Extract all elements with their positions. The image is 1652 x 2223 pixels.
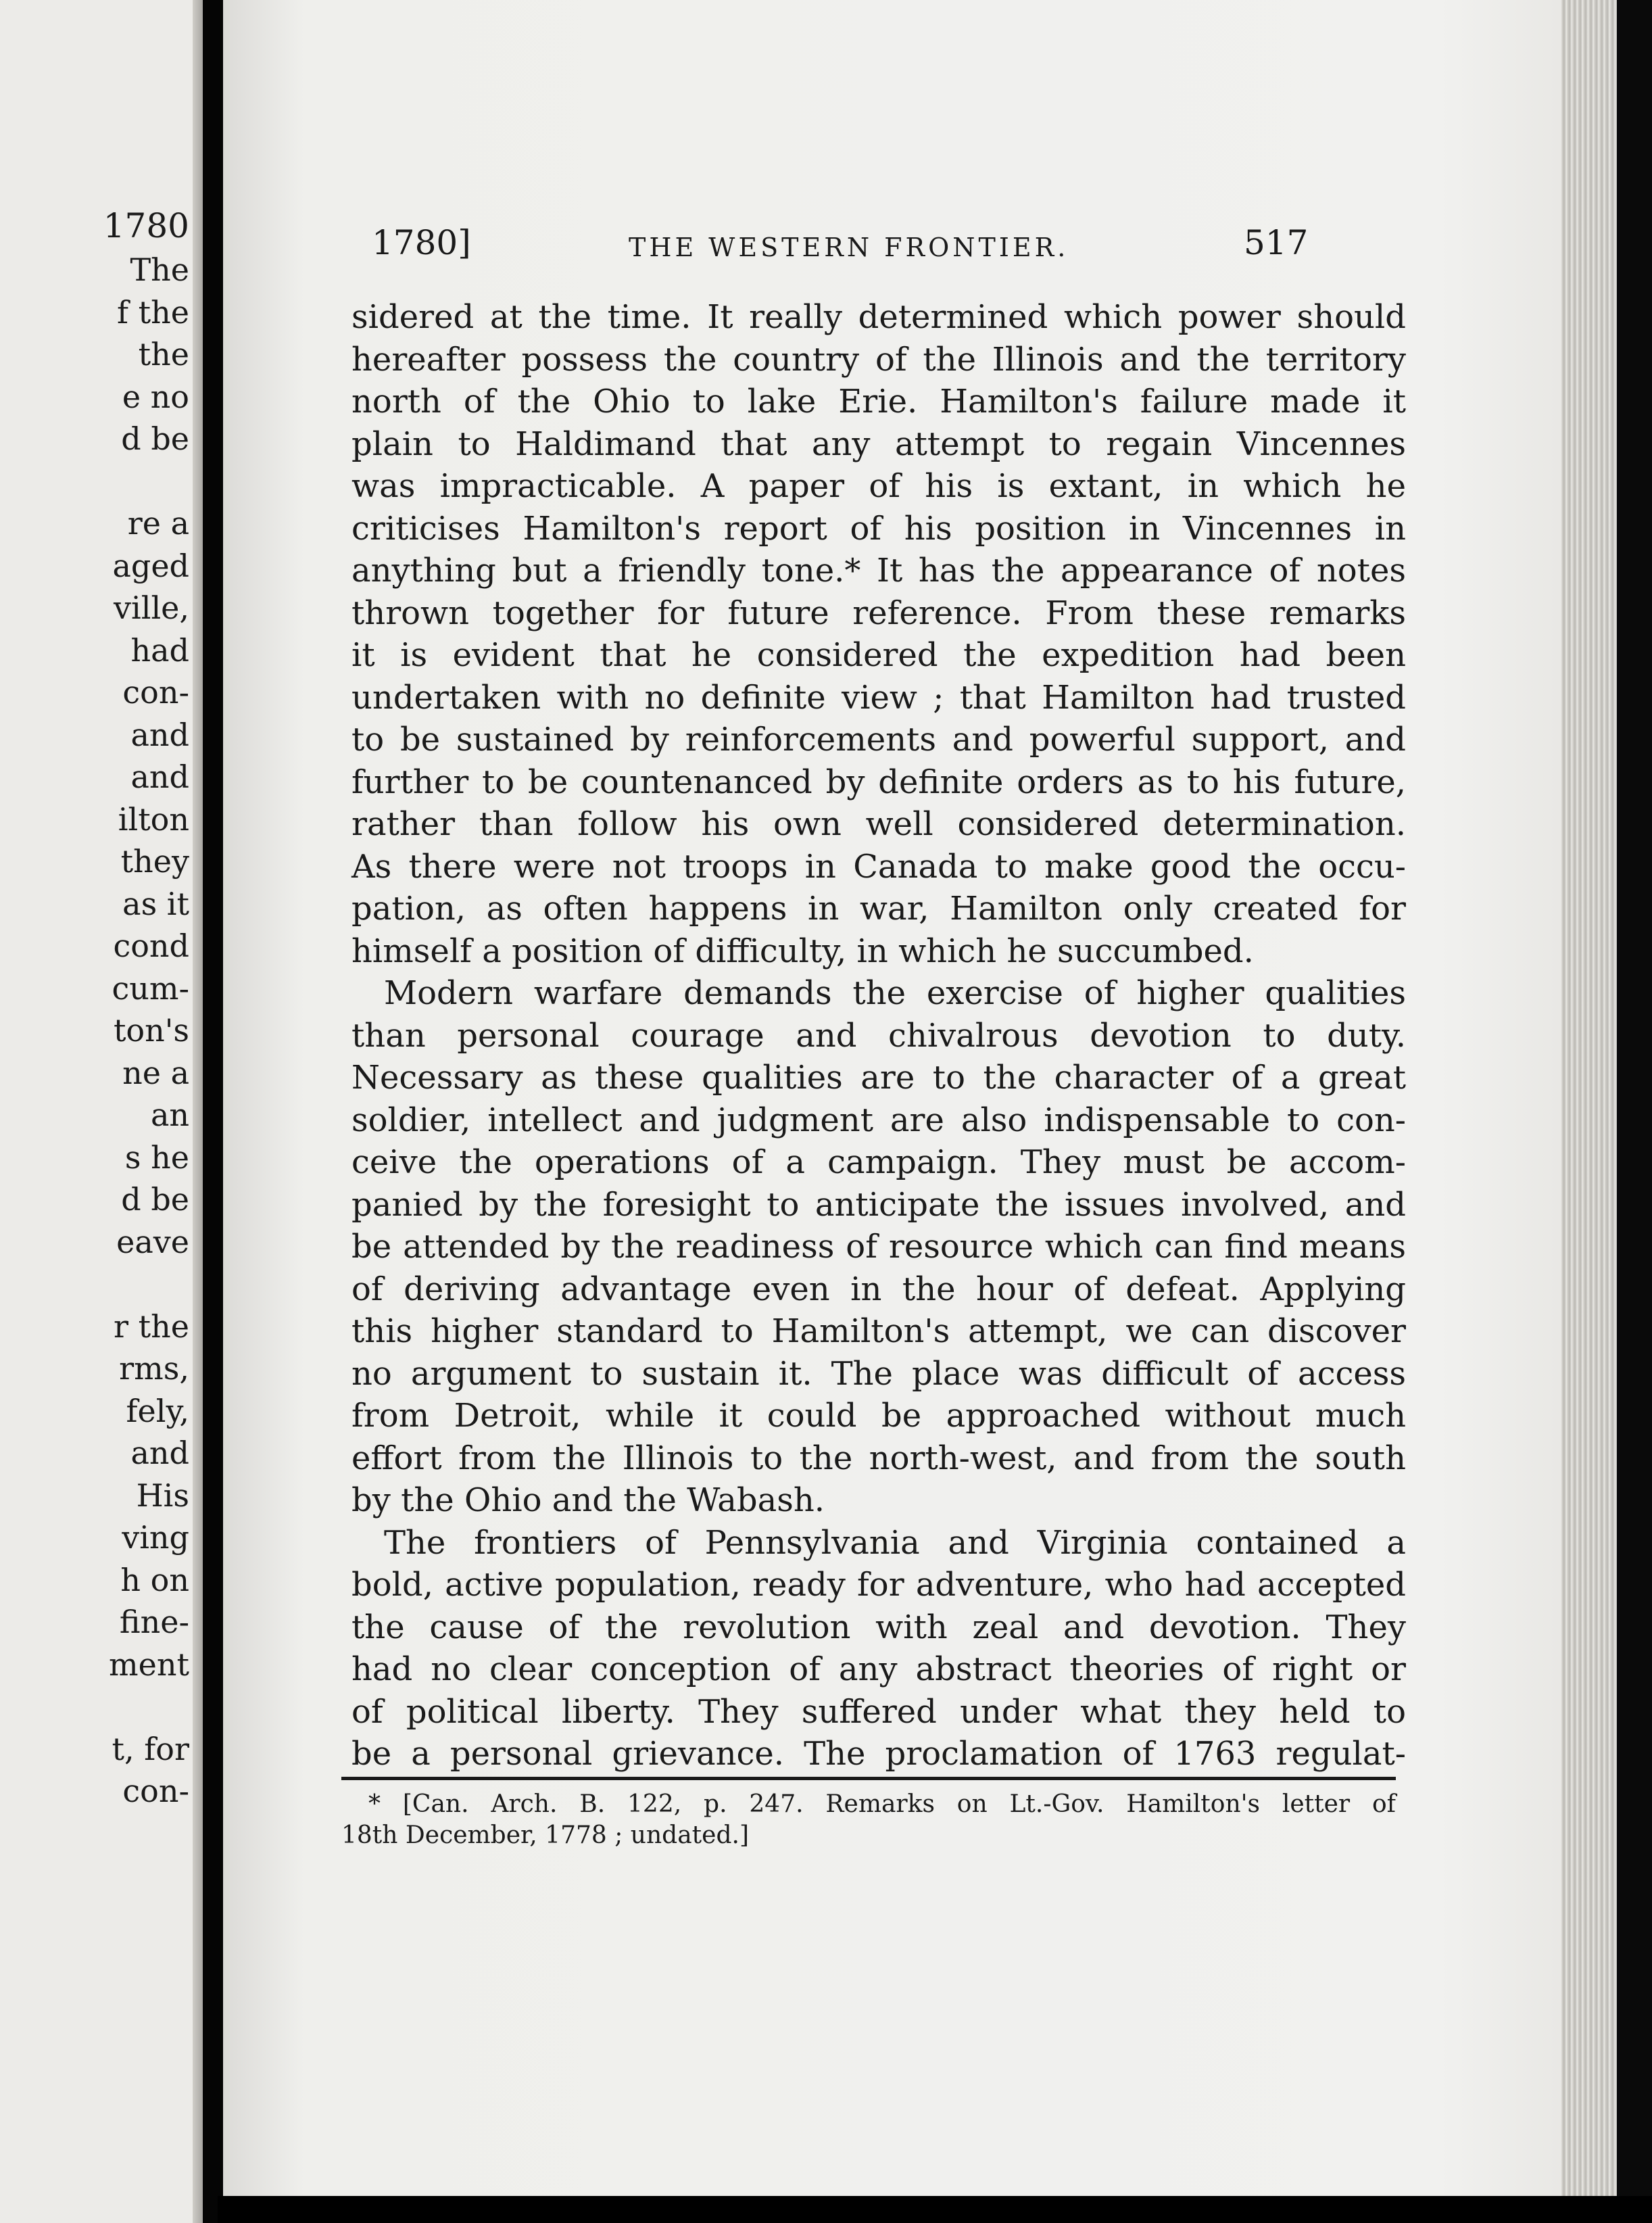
header-year: 1780] [372,223,471,262]
text-line: undertaken with no definite view ; that Hamilton had trusted [351,678,1406,717]
facing-page-line: f the [117,293,189,331]
text-line: had no clear conception of any abstract theories of right or [351,1650,1406,1688]
facing-page-line: 1780 [103,206,189,245]
text-line: north of the Ohio to lake Erie. Hamilton's failure made it [351,383,1406,421]
scan-border-right [1617,0,1652,2223]
text-line: hereafter possess the country of the Illinois and the territory [351,340,1406,379]
paragraph-start-line: The frontiers of Pennsylvania and Virginia contained a [384,1523,1406,1562]
facing-page-line: an [150,1097,189,1133]
text-line: sidered at the time. It really determined which power should [351,298,1406,336]
facing-page-line: eave [116,1223,189,1260]
text-line: be attended by the readiness of resource which can find means [351,1228,1406,1266]
book-page [223,0,1629,2223]
footnote-rule [341,1777,1396,1780]
facing-page-line: ville, [114,590,189,626]
facing-page-line: had [130,631,189,669]
running-header [223,223,1629,277]
facing-page-line: rms, [119,1350,189,1387]
facing-page-line: ment [109,1646,189,1683]
text-line: by the Ohio and the Wabash. [351,1481,825,1519]
footnote [341,1789,1396,1851]
facing-page-line: ton's [113,1012,189,1049]
scan-border-bottom [218,2196,1652,2223]
text-line: criticises Hamilton's report of his position in Vincennes in [351,509,1406,548]
facing-page-line: e no [122,378,189,415]
facing-page-line: fely, [126,1392,189,1429]
page-number: 517 [1244,223,1309,262]
text-line: further to be countenanced by definite orders as to his future, [351,763,1406,801]
facing-page-line: h on [120,1561,189,1598]
facing-page-line: His [136,1477,189,1514]
text-line: the cause of the revolution with zeal and devotion. They [351,1608,1406,1646]
facing-page-line: and [130,716,189,753]
facing-page-line: as it [122,885,189,922]
text-line: from Detroit, while it could be approached without much [351,1397,1406,1435]
body-text [351,296,1406,1775]
facing-page-line: the [138,336,189,373]
text-line: this higher standard to Hamilton's attempt, we can discover [351,1312,1406,1350]
text-line: thrown together for future reference. From these remarks [351,594,1406,632]
facing-page-line: ne a [122,1054,189,1091]
text-line: plain to Haldimand that any attempt to regain Vincennes [351,425,1406,463]
text-line: to be sustained by reinforcements and powerful support, and [351,721,1406,759]
facing-page-line: re a [127,505,189,542]
facing-page-line: r the [114,1308,189,1345]
text-line: soldier, intellect and judgment are also indispensable to con- [351,1101,1406,1139]
facing-page-line: fine- [119,1604,189,1640]
facing-page-line: and [130,759,189,795]
facing-page-line: con- [122,1773,189,1809]
facing-page-left [0,0,218,2223]
footnote-line: 18th December, 1778 ; undated.] [341,1821,749,1849]
facing-page-line: cond [113,928,189,964]
text-line: anything but a friendly tone.* It has the appearance of notes [351,552,1406,590]
text-line: it is evident that he considered the expedition had been [351,636,1406,674]
text-line: As there were not troops in Canada to make good the occu- [351,847,1406,886]
facing-page-line: d be [121,1181,189,1218]
text-line: himself a position of difficulty, in which he succumbed. [351,932,1254,970]
header-title: THE WESTERN FRONTIER. [629,233,1069,262]
text-line: Necessary as these qualities are to the character of a great [351,1059,1406,1097]
text-line: than personal courage and chivalrous devotion to duty. [351,1016,1406,1055]
text-line: pation, as often happens in war, Hamilton only created for [351,890,1406,928]
footnote-line: * [Can. Arch. B. 122, p. 247. Remarks on Lt.-Gov. Hamilton's letter of [368,1790,1396,1818]
facing-page-line: con- [122,674,189,711]
facing-page-line: s he [124,1139,189,1176]
facing-page-line: they [120,843,189,880]
facing-page-line: aged [112,547,189,584]
facing-page-line: ving [122,1519,189,1556]
text-line: be a personal grievance. The proclamation of 1763 regulat- [351,1735,1406,1773]
text-line: no argument to sustain it. The place was difficult of access [351,1354,1406,1393]
facing-page-line: d be [121,421,189,457]
text-line: rather than follow his own well considered determination. [351,805,1406,843]
text-line: panied by the foresight to anticipate the issues involved, and [351,1185,1406,1224]
facing-page-line: The [130,252,189,288]
facing-page-line: t, for [112,1730,189,1767]
text-line: was impracticable. A paper of his is extant, in which he [351,467,1406,505]
facing-page-line: and [130,1435,189,1471]
text-line: effort from the Illinois to the north-west, and from the south [351,1439,1406,1477]
text-line: of political liberty. They suffered under what they held to [351,1692,1406,1731]
text-line: ceive the operations of a campaign. They must be accom- [351,1143,1406,1181]
facing-page-line: ilton [118,800,189,838]
text-line: of deriving advantage even in the hour of defeat. Applying [351,1270,1406,1308]
text-line: bold, active population, ready for adventure, who had accepted [351,1566,1406,1604]
facing-page-line: cum- [112,970,189,1007]
paragraph-start-line: Modern warfare demands the exercise of higher qualities [384,974,1406,1012]
